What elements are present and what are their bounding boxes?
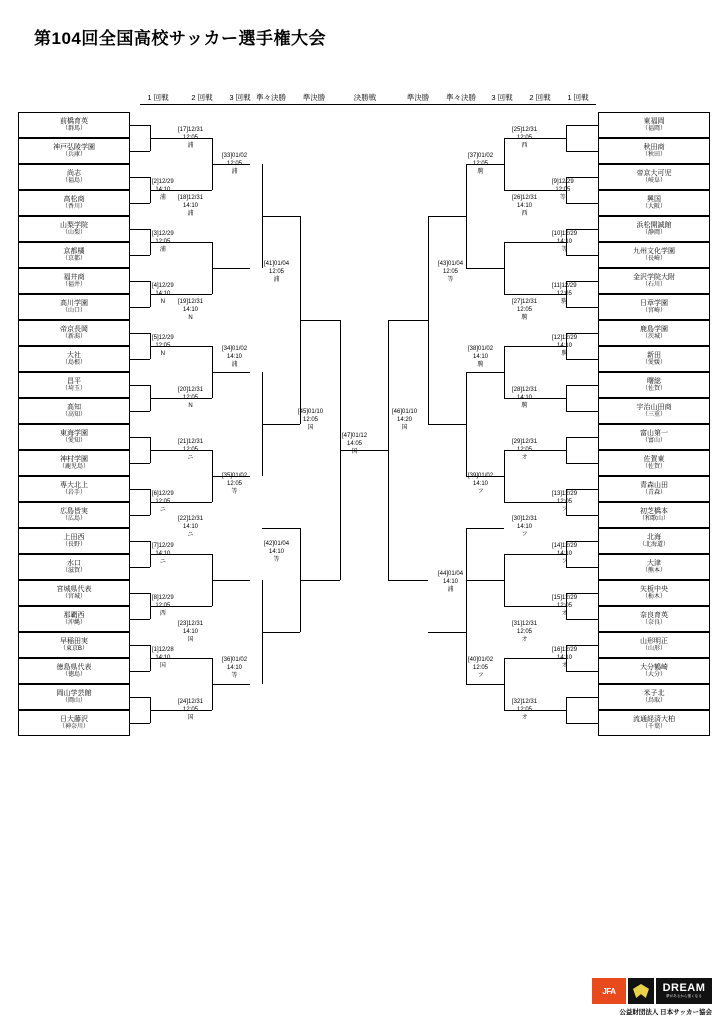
bracket-line (130, 333, 150, 334)
match-label[interactable]: [15]12/29 12:05 オ (552, 595, 578, 618)
team-box[interactable]: 米子北 （鳥取） (598, 684, 710, 710)
round-label-final: 決勝戦 (353, 93, 377, 102)
bracket-line (130, 541, 150, 542)
team-box[interactable]: 徳島県代表 （徳島） (18, 658, 130, 684)
team-box[interactable]: 京都橘 （京都） (18, 242, 130, 268)
bracket-line (192, 190, 212, 191)
team-box[interactable]: 日大藤沢 （神奈川） (18, 710, 130, 736)
bracket-line (192, 346, 212, 347)
team-box[interactable]: 佐賀東 （佐賀） (598, 450, 710, 476)
round-header-rule (140, 104, 596, 105)
bracket-line (300, 320, 340, 321)
match-label[interactable]: [9]12/29 12:05 等 (552, 179, 574, 202)
bracket-line (504, 242, 524, 243)
logo-row (592, 978, 712, 1004)
bracket-line (566, 567, 598, 568)
bracket-line (192, 554, 212, 555)
bracket-line (192, 606, 212, 607)
team-box[interactable]: 宮城県代表 （宮城） (18, 580, 130, 606)
dream-logo: DREAM 夢があるから強くなる (656, 978, 712, 1004)
bracket-line (212, 580, 250, 581)
bracket-line (504, 294, 524, 295)
bracket-line (566, 385, 598, 386)
team-box[interactable]: 尚志 （福島） (18, 164, 130, 190)
match-label[interactable]: [1]12/28 14:10 国 (152, 647, 174, 670)
match-label[interactable]: [28]12/31 14:10 駒 (512, 387, 538, 410)
match-label[interactable]: [2]12/29 14:10 浦 (152, 179, 174, 202)
match-label[interactable]: [24]12/31 12:05 国 (178, 699, 204, 722)
match-label[interactable]: [45]01/10 12:05 国 (298, 409, 324, 432)
bracket-line (192, 502, 212, 503)
bracket-line (466, 164, 467, 268)
bracket-line (130, 281, 150, 282)
bracket-line (566, 515, 598, 516)
team-box[interactable]: 帝京長岡 （新潟） (18, 320, 130, 346)
round-label-right-qf: 準々決勝 (446, 93, 476, 102)
bracket-line (566, 437, 567, 463)
bracket-line (388, 320, 389, 580)
bracket-line (566, 125, 598, 126)
match-label[interactable]: [36]01/02 14:10 等 (222, 657, 248, 680)
match-label[interactable]: [37]01/02 12:05 駒 (468, 153, 494, 176)
team-box[interactable]: 山梨学院 （山梨） (18, 216, 130, 242)
bracket-line (428, 424, 466, 425)
team-box[interactable]: 上田西 （長野） (18, 528, 130, 554)
match-label[interactable]: [30]12/31 14:10 フ (512, 516, 538, 539)
bracket-line (130, 125, 150, 126)
bracket-line (212, 372, 250, 373)
bracket-line (504, 242, 505, 294)
bracket-line (192, 658, 212, 659)
bracket-line (566, 411, 598, 412)
bracket-line (364, 450, 388, 451)
match-label[interactable]: [35]01/02 12:05 等 (222, 473, 248, 496)
team-box[interactable]: 福井商 （福井） (18, 268, 130, 294)
match-label[interactable]: [46]01/10 14:20 国 (392, 409, 418, 432)
round-label-right-2: 2 回戦 (529, 93, 551, 102)
bracket-line (566, 385, 567, 411)
team-box[interactable]: 流通経済大柏 （千葉） (598, 710, 710, 736)
bracket-line (130, 697, 150, 698)
team-box[interactable]: 東福岡 （福岡） (598, 112, 710, 138)
bracket-line (566, 463, 598, 464)
match-label[interactable]: [44]01/04 14:10 浦 (438, 571, 464, 594)
team-box[interactable]: 秋田商 （秋田） (598, 138, 710, 164)
bracket-line (466, 268, 504, 269)
bracket-line (566, 671, 598, 672)
match-label[interactable]: [42]01/04 14:10 等 (264, 541, 290, 564)
match-label[interactable]: [18]12/31 14:10 浦 (178, 195, 204, 218)
team-box[interactable]: 早稲田実 （東京B） (18, 632, 130, 658)
match-label[interactable]: [4]12/29 14:10 N (152, 283, 174, 306)
team-box[interactable]: 浜松開誠館 （静岡） (598, 216, 710, 242)
match-label[interactable]: [32]12/31 12:05 オ (512, 699, 538, 722)
bracket-line (566, 125, 567, 151)
bracket-line (566, 307, 598, 308)
round-label-right-3: 3 回戦 (491, 93, 513, 102)
bracket-line (130, 619, 150, 620)
bracket-line (466, 528, 467, 632)
team-box[interactable]: 前橋育英 （群馬） (18, 112, 130, 138)
bracket-line (504, 138, 505, 190)
team-box[interactable]: 大津 （熊本） (598, 554, 710, 580)
team-box[interactable]: 宇治山田商 （三重） (598, 398, 710, 424)
match-label[interactable]: [16]12/29 14:10 オ (552, 647, 578, 670)
bracket-line (566, 255, 598, 256)
bracket-line (130, 307, 150, 308)
team-box[interactable]: 初芝橋本 （和歌山） (598, 502, 710, 528)
round-label-right-sf: 準決勝 (406, 93, 430, 102)
round-label-left-qf: 準々決勝 (256, 93, 286, 102)
page-title: 第104回全国高校サッカー選手権大会 (34, 29, 327, 48)
bracket-line (212, 684, 250, 685)
bracket-line (130, 411, 150, 412)
bracket-line (130, 203, 150, 204)
match-label[interactable]: [11]12/29 12:05 駒 (552, 283, 577, 306)
team-box[interactable]: 興国 （大阪） (598, 190, 710, 216)
bracket-line (504, 554, 524, 555)
match-label[interactable]: [23]12/31 14:10 国 (178, 621, 204, 644)
bracket-line (504, 450, 505, 502)
bracket-line (130, 463, 150, 464)
jfa-logo: JFA (592, 978, 626, 1004)
match-label-final[interactable]: [47]01/12 14:05 国 (342, 433, 368, 456)
round-label-left-3: 3 回戦 (229, 93, 251, 102)
match-label[interactable]: [19]12/31 14:10 N (178, 299, 204, 322)
team-box[interactable]: 高松商 （香川） (18, 190, 130, 216)
team-box[interactable]: 新田 （愛媛） (598, 346, 710, 372)
bracket-line (130, 177, 150, 178)
team-box[interactable]: 山形明正 （山形） (598, 632, 710, 658)
match-label[interactable]: [38]01/02 14:10 駒 (468, 346, 494, 369)
bracket-line (466, 580, 504, 581)
bracket-line (130, 437, 150, 438)
match-label[interactable]: [41]01/04 12:05 浦 (264, 261, 290, 284)
match-label[interactable]: [29]12/31 12:05 オ (512, 439, 538, 462)
match-label[interactable]: [33]01/02 12:05 浦 (222, 153, 248, 176)
team-box[interactable]: 高川学園 （山口） (18, 294, 130, 320)
bracket-line (566, 151, 598, 152)
match-label[interactable]: [40]01/02 12:05 フ (468, 657, 494, 680)
bracket-line (466, 372, 504, 373)
bracket-line (130, 593, 150, 594)
bracket-line (130, 255, 150, 256)
bracket-line (504, 502, 524, 503)
team-box[interactable]: 金沢学院大附 （石川） (598, 268, 710, 294)
team-box[interactable]: 専大北上 （岩手） (18, 476, 130, 502)
round-label-left-2: 2 回戦 (191, 93, 213, 102)
match-label[interactable]: [3]12/29 12:05 浦 (152, 231, 174, 254)
bracket-line (504, 346, 524, 347)
bracket-line (466, 372, 467, 476)
team-box[interactable]: 大分鶴崎 （大分） (598, 658, 710, 684)
match-label[interactable]: [5]12/29 12:05 N (152, 335, 174, 358)
team-box[interactable]: 青森山田 （青森） (598, 476, 710, 502)
team-box[interactable]: 大社 （島根） (18, 346, 130, 372)
team-box[interactable]: 高知 （高知） (18, 398, 130, 424)
bracket-line (388, 320, 428, 321)
team-box[interactable]: 東海学園 （愛知） (18, 424, 130, 450)
bracket-line (212, 268, 250, 269)
bracket-line (566, 697, 567, 723)
team-box[interactable]: 矢板中央 （栃木） (598, 580, 710, 606)
team-box[interactable]: 九州文化学園 （長崎） (598, 242, 710, 268)
team-box[interactable]: 岡山学芸館 （岡山） (18, 684, 130, 710)
team-box[interactable]: 鹿島学園 （茨城） (598, 320, 710, 346)
bracket-line (504, 346, 505, 398)
match-label[interactable]: [21]12/31 12:05 ニ (178, 439, 204, 462)
match-label[interactable]: [26]12/31 14:10 西 (512, 195, 538, 218)
bracket-line (504, 554, 505, 606)
bracket-line (130, 359, 150, 360)
bracket-line (388, 580, 428, 581)
round-label-left-sf: 準決勝 (302, 93, 326, 102)
match-label[interactable]: [10]12/29 14:10 等 (552, 231, 578, 254)
team-box[interactable]: 昌平 （埼玉） (18, 372, 130, 398)
team-box[interactable]: 帝京大可児 （岐阜） (598, 164, 710, 190)
match-label[interactable]: [6]12/29 12:05 ニ (152, 491, 174, 514)
bracket-line (504, 190, 524, 191)
bracket-line (428, 216, 466, 217)
team-box[interactable]: 曙総 （佐賀） (598, 372, 710, 398)
bracket-line (262, 632, 300, 633)
match-label[interactable]: [7]12/29 14:10 ニ (152, 543, 174, 566)
bracket-line (130, 515, 150, 516)
match-label[interactable]: [34]01/02 14:10 浦 (222, 346, 248, 369)
bracket-line (566, 697, 598, 698)
bracket-line (504, 606, 524, 607)
association-name: 公益財団法人 日本サッカー協会 (619, 1009, 712, 1016)
team-box[interactable]: 奈良育英 （奈良） (598, 606, 710, 632)
team-box[interactable]: 富山第一 （富山） (598, 424, 710, 450)
match-label[interactable]: [8]12/29 12:05 西 (152, 595, 174, 618)
match-label[interactable]: [27]12/31 12:05 駒 (512, 299, 538, 322)
bracket-line (130, 567, 150, 568)
jfa-crest-icon (628, 978, 654, 1004)
bracket-line (130, 645, 150, 646)
match-label[interactable]: [17]12/31 12:05 浦 (178, 127, 204, 150)
bracket-line (262, 528, 300, 529)
bracket-line (504, 658, 505, 710)
bracket-line (130, 489, 150, 490)
match-label[interactable]: [20]12/31 12:05 N (178, 387, 204, 410)
bracket-line (192, 294, 212, 295)
match-label[interactable]: [43]01/04 12:05 等 (438, 261, 464, 284)
bracket-line (566, 359, 598, 360)
match-label[interactable]: [14]12/29 14:10 フ (552, 543, 578, 566)
team-box[interactable]: 広島皆実 （広島） (18, 502, 130, 528)
bracket-line (262, 216, 300, 217)
bracket-line (130, 229, 150, 230)
bracket-line (566, 437, 598, 438)
team-box[interactable]: 那覇西 （沖縄） (18, 606, 130, 632)
team-box[interactable]: 神戸弘陵学園 （兵庫） (18, 138, 130, 164)
bracket-line (428, 216, 429, 424)
match-label[interactable]: [25]12/31 12:05 西 (512, 127, 538, 150)
bracket-line (300, 580, 340, 581)
bracket-line (262, 424, 300, 425)
bracket-line (504, 658, 524, 659)
bracket-line (566, 723, 598, 724)
match-label[interactable]: [39]01/02 14:10 フ (468, 473, 494, 496)
bracket-line (192, 242, 212, 243)
match-label[interactable]: [22]12/31 14:10 ニ (178, 516, 204, 539)
round-label-left-1: 1 回戦 (147, 93, 169, 102)
team-box[interactable]: 水口 （滋賀） (18, 554, 130, 580)
match-label[interactable]: [31]12/31 12:05 オ (512, 621, 538, 644)
team-box[interactable]: 日章学園 （宮崎） (598, 294, 710, 320)
bracket-line (466, 528, 504, 529)
round-label-right-1: 1 回戦 (567, 93, 589, 102)
match-label[interactable]: [13]12/29 12:05 フ (552, 491, 578, 514)
bracket-line (566, 619, 598, 620)
bracket-line (130, 671, 150, 672)
bracket-line (130, 385, 150, 386)
footer (592, 978, 712, 1016)
bracket-line (466, 684, 504, 685)
team-box[interactable]: 神村学園 （鹿児島） (18, 450, 130, 476)
bracket-line (130, 723, 150, 724)
bracket-line (428, 632, 466, 633)
bracket-line (130, 151, 150, 152)
bracket-line (566, 203, 598, 204)
team-box[interactable]: 北海 （北海道） (598, 528, 710, 554)
match-label[interactable]: [12]12/29 14:10 駒 (552, 335, 578, 358)
